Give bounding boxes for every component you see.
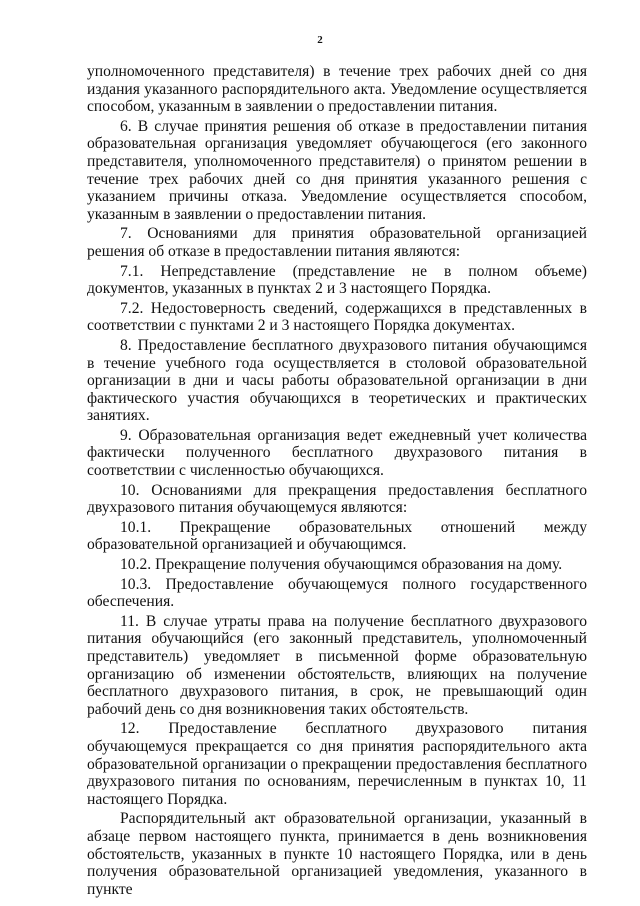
paragraph-7: 7. Основаниями для принятия образовательной организацией решения об отказе в предоставлении питания являются:: [87, 225, 587, 260]
paragraph-6: 6. В случае принятия решения об отказе в предоставлении питания образовательная организация уведомляет обучающегося (его законного представителя, уполномоченного представителя) о принятом решении в течение трех рабочих дней со дня принятия указанного решения с указанием причины отказа. Уведомление осуществляется способом, указанным в заявлении о предоставлении питания.: [87, 117, 587, 223]
paragraph-10: 10. Основаниями для прекращения предоставления бесплатного двухразового питания обучающемуся являются:: [87, 481, 587, 517]
paragraph-12-continued: Распорядительный акт образовательной организации, указанный в абзаце первом настоящего пункта, принимается в день возникновения обстоятельств, указанных в пункте 10 настоящего Порядка, или в день получения образовательной организацией уведомления, указанного в пункте: [87, 810, 587, 898]
paragraph-9: 9. Образовательная организация ведет ежедневный учет количества фактически полученного бесплатного двухразового питания в соответствии с численностью обучающихся.: [87, 426, 587, 480]
paragraph-12: 12. Предоставление бесплатного двухразового питания обучающемуся прекращается со дня принятия распорядительного акта образовательной организации о прекращении предоставления бесплатного двухразового питания по основаниям, перечисленным в пунктах 10, 11 настоящего Порядка.: [87, 720, 587, 808]
paragraph-10-3: 10.3. Предоставление обучающемуся полного государственного обеспечения.: [87, 575, 587, 611]
paragraph-7-1: 7.1. Непредставление (представление не в полном объеме) документов, указанных в пунктах 2 и 3 настоящего Порядка.: [87, 262, 587, 298]
document-body: [87, 63, 587, 900]
paragraph-11: 11. В случае утраты права на получение бесплатного двухразового питания обучающийся (его законный представитель, уполномоченный представитель) уведомляет в письменной форме образовательную организацию об изменении обстоятельств, влияющих на получение бесплатного двухразового питания, в срок, не превышающий один рабочий день со дня возникновения таких обстоятельств.: [87, 612, 587, 718]
paragraph-continuation: уполномоченного представителя) в течение трех рабочих дней со дня издания указанного распорядительного акта. Уведомление осуществляется способом, указанным в заявлении о предоставлении питания.: [87, 63, 587, 116]
paragraph-10-1: 10.1. Прекращение образовательных отношений между образовательной организацией и обучающимся.: [87, 518, 587, 554]
paragraph-10-2: 10.2. Прекращение получения обучающимся образования на дому.: [120, 556, 563, 574]
paragraph-8: 8. Предоставление бесплатного двухразового питания обучающимся в течение учебного года осуществляется в столовой образовательной организации в дни и часы работы образовательной организации в дни фактического участия обучающихся в теоретических и практических занятиях.: [87, 336, 587, 425]
paragraph-7-2: 7.2. Недостоверность сведений, содержащихся в представленных в соответствии с пунктами 2 и 3 настоящего Порядка документах.: [87, 299, 587, 335]
page-number: 2: [317, 34, 323, 46]
